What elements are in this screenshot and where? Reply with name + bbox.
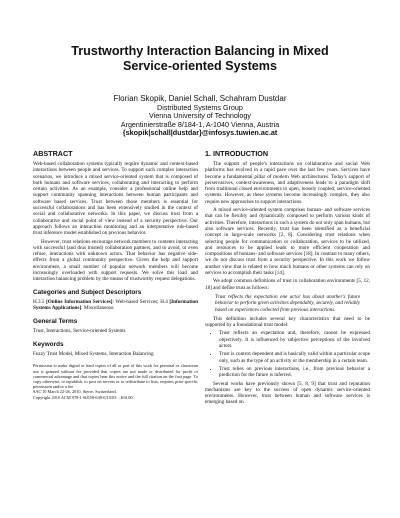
abstract-heading: ABSTRACT	[33, 149, 73, 158]
list-item: • Trust is context dependent and is basically valid within a particular scope only, such as the type of an activity or the membership in a certain team.	[219, 351, 370, 364]
author-email: {skopik|schall|dustdar}@infosys.tuwien.ac.at	[122, 128, 278, 138]
categories-mid: : Web-based Services; H.4	[112, 299, 170, 306]
footnote-copyright: Copyright 2010 ACM 978-1-60558-638-0/10/03 ...$10.00.	[33, 394, 134, 400]
categories-pre: H.3.5	[33, 299, 47, 306]
trust-definition-quote: Trust reflects the expectation one actor has about another's future behavior to perform given activities dependably, securely, and reliably based on experiences collected from previous interactions.	[215, 293, 360, 313]
general-terms-heading: General Terms	[33, 317, 78, 325]
right-column	[205, 150, 370, 408]
intro-paragraph-3: We adopt common definitions of trust in collaboration environments [5, 12, 18] and define trust as follows:	[205, 278, 370, 291]
list-item: • Trust reflects an expectation and, therefore, cannot be expressed objectively. It is influenced by subjective perceptions of the involved actors.	[219, 330, 370, 349]
keywords-heading: Keywords	[33, 340, 64, 348]
footnote-conference: SAC'10 March 22-26, 2010, Sierre, Switzerland.	[33, 389, 117, 395]
footnote-permission: Permission to make digital or hard copies of all or part of this work for personal or classroom use is granted without fee provided that copies are not made or distributed for profit or commercial advantage and that copies bear this notice and the full citation on the first page. To copy otherwise, to republish, to post on servers or to redistribute to lists, requires prior specific permission and/or a fee.	[33, 363, 198, 390]
list-item: • Trust relies on previous interactions, i.e., from previous behavior a prediction for the future is inferred.	[219, 366, 370, 379]
intro-paragraph-1: The support of people's interactions on collaborative and social Web platforms has evolved in a rapid pace over the last few years. Services have become a fundamental pillar of modern Web architectures. Today's support of perservasives, context-awareness, and adaptiveness leads to a paradigm shift from traditional closed environments to open, loosely coupled, service-oriented systems. However, as these systems become increasingly complex, they also require new approaches to support interactions.	[205, 161, 370, 205]
introduction-heading: 1. INTRODUCTION	[205, 149, 269, 158]
author-address: Argentinierstraße 8/184-1, A-1040 Vienna, Austria	[120, 119, 280, 129]
abstract-paragraph-2: However, trust relations encourage network members to contents interacting with successful (and thus trusted) collaboration partners, and to avoid, or even refuse, interactions with unknown actors. That behavior has negative side-effects from a global community perspective. Given the help and support environment, a small number of popular network members will become increasingly overloaded with support requests. We solve this load and interaction balancing problem by the means of trustworthy request delegations.	[33, 238, 198, 283]
categories-bold-2: [Information Systems Applications]	[33, 299, 198, 312]
copyright-footnote	[33, 363, 198, 399]
author-names: Florian Skopik, Daniel Schall, Schahram Dustdar	[113, 94, 287, 103]
general-terms-text: Trust, Interactions, Service-oriented Systems	[33, 328, 126, 335]
intro-paragraph-2: A mixed service-oriented system comprises human- and software services that can be flexibly and dynamically composed to perform various kinds of activities. Therefore, interactions in such a system do not only span humans, but also software services. Recently, trust has been identified as a beneficial concept in large-scale networks [2, 8]. Considering trust relations when selecting people for communication or collaboration, services to be utilized, and resources to be applied leads to more efficient cooperation and compositions of humans- and software services [18]. In contrast to many others, we do not discuss trust from a security perspective. In this work we follow another view that is related to how much humans or other systems can rely on services to accomplish their tasks [14].	[205, 207, 370, 277]
author-group: Distributed Systems Group	[157, 102, 243, 112]
title-line-1: Trustworthy Interaction Balancing in Mixed	[71, 44, 329, 58]
paper-title	[20, 44, 380, 74]
trust-characteristics-list	[205, 330, 370, 378]
categories-post: : Miscellaneous	[81, 305, 114, 312]
intro-paragraph-5: Several works have previously shown [5, 8, 9] that trust and reputation mechanisms are key to the success of open dynamic service-oriented environments. However, trust between human and software services is emerging based on	[205, 380, 370, 406]
categories-heading: Categories and Subject Descriptors	[33, 288, 142, 296]
title-line-2: Service-oriented Systems	[123, 59, 277, 73]
categories-text	[33, 299, 198, 312]
left-column	[33, 150, 198, 400]
categories-bold-1: [Online Information Services]	[46, 299, 113, 306]
intro-paragraph-4: This definition includes several key characteristics that need to be supported by a foundational trust model:	[205, 315, 370, 329]
abstract-paragraph-1: Web-based collaboration systems typically require dynamic and context-based interactions between people and services. To support such complex interaction scenarios, we introduce a mixed service-oriented system that is composed of both humans and software services, collaborating and interacting to perform certain activities. As an example, consider a professional online help and support community spanning interactions between human participants and software based services. Trust between those members is essential for successful collaborations and has been extensively studied in the context of social and collaborative networks. In this paper, we discuss trust from a collaborative and social point of view instead of a security perspective. Our approach follows an interaction monitoring and an interpretative rule-based trust inference model established on previous behavior.	[33, 161, 198, 237]
author-block	[20, 95, 380, 138]
author-university: Vienna University of Technology	[148, 111, 252, 121]
keywords-text: Fuzzy Trust Model, Mixed Systems, Interaction Balancing	[33, 351, 154, 358]
